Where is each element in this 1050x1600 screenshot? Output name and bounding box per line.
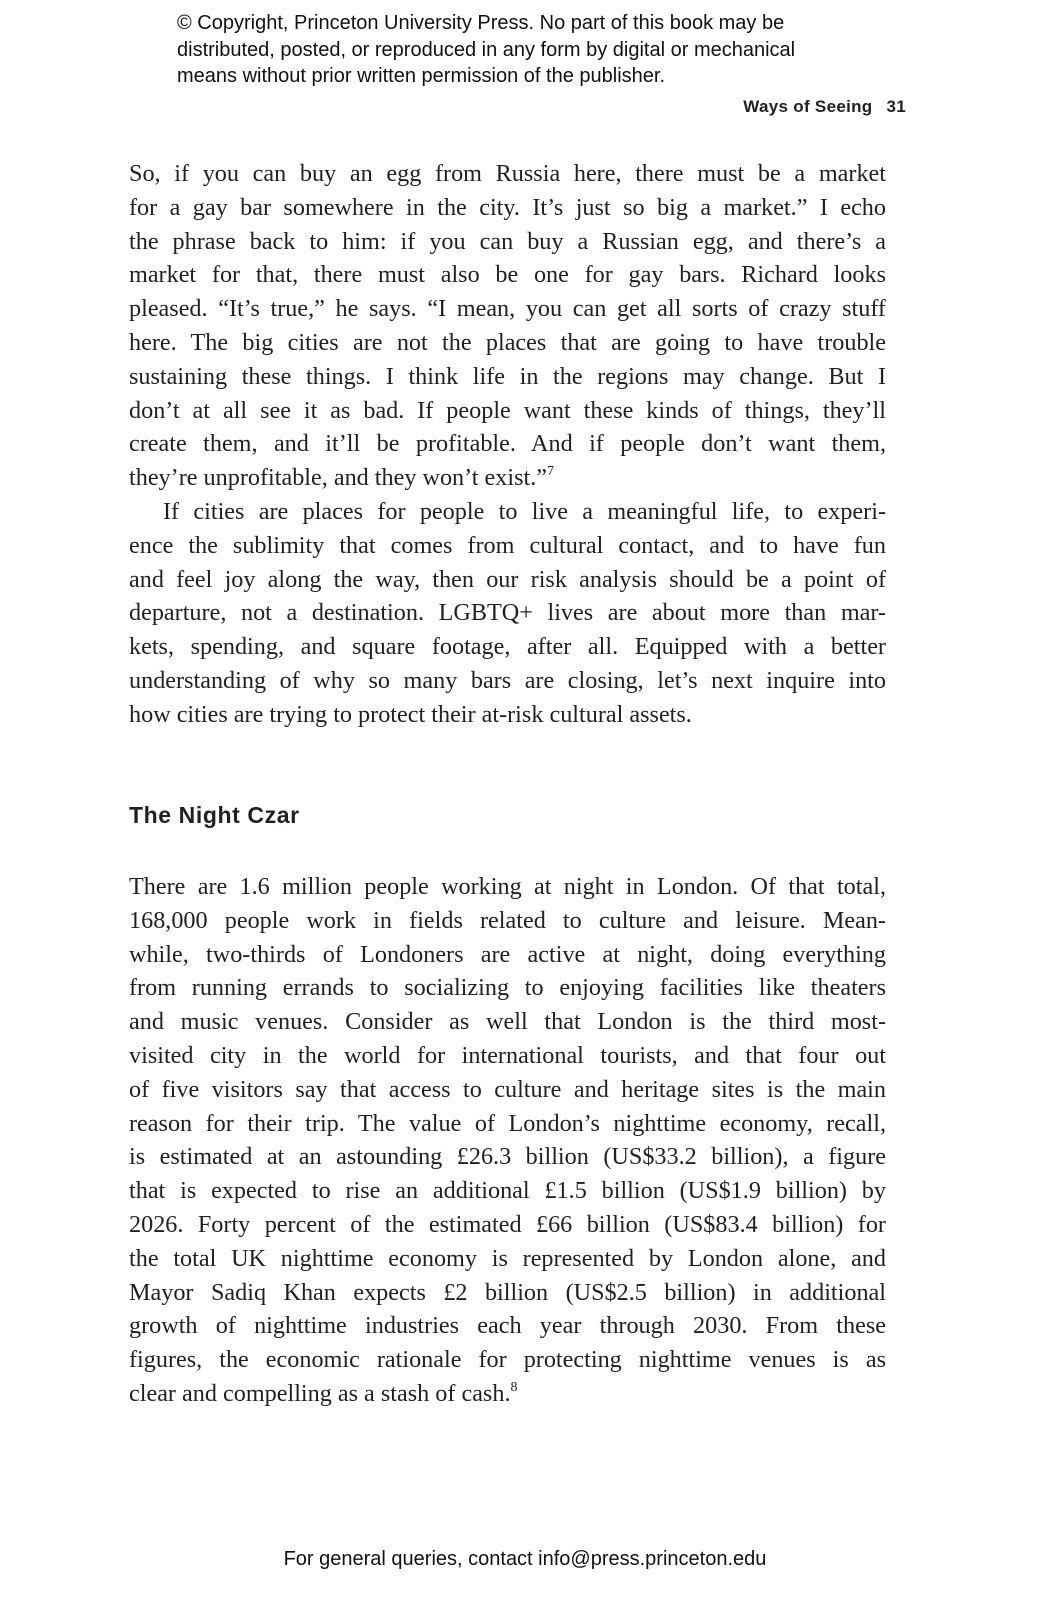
text-line: 2026. Forty percent of the estimated £66 billion (US$83.4 billion) for <box>129 1210 886 1238</box>
text-line: create them, and it’ll be profitable. And if people don’t want them, <box>129 430 886 458</box>
text-line: that is expected to rise an additional £1.5 billion (US$1.9 billion) by <box>129 1177 886 1205</box>
text-line: kets, spending, and square footage, after all. Equipped with a better <box>129 633 886 661</box>
text-line: and music venues. Consider as well that London is the third most- <box>129 1008 886 1036</box>
footnote-ref[interactable]: 7 <box>547 464 555 480</box>
text-line: while, two-thirds of Londoners are active at night, doing everything <box>129 940 886 968</box>
text-line: If cities are places for people to live a meaningful life, to experi- <box>163 497 886 525</box>
copyright-line: distributed, posted, or reproduced in any form by digital or mechanical <box>177 38 796 61</box>
text-line: clear and compelling as a stash of cash. <box>129 1379 511 1407</box>
section-heading: The Night Czar <box>129 802 300 828</box>
text-line: market for that, there must also be one for gay bars. Richard looks <box>129 261 886 289</box>
text-line: is estimated at an astounding £26.3 billion (US$33.2 billion), a figure <box>129 1143 886 1171</box>
text-line: So, if you can buy an egg from Russia here, there must be a market <box>129 160 886 187</box>
running-title: Ways of Seeing <box>743 97 873 116</box>
text-line: 168,000 people work in fields related to culture and leisure. Mean- <box>129 906 886 934</box>
paragraph-continuation <box>129 157 886 732</box>
text-line: the total UK nighttime economy is represented by London alone, and <box>129 1244 886 1272</box>
text-line: ence the sublimity that comes from cultural contact, and to have fun <box>129 531 886 559</box>
text-line: There are 1.6 million people working at night in London. Of that total, <box>129 873 886 900</box>
text-line: from running errands to socializing to enjoying facilities like theaters <box>129 974 886 1002</box>
text-line: reason for their trip. The value of London’s nighttime economy, recall, <box>129 1109 886 1137</box>
footer-contact: For general queries, contact info@press.princeton.edu <box>283 1548 767 1570</box>
text-line: sustaining these things. I think life in the regions may change. But I <box>129 362 886 390</box>
text-line: for a gay bar somewhere in the city. It’s just so big a market.” I echo <box>129 193 886 221</box>
text-line: understanding of why so many bars are closing, let’s next inquire into <box>129 666 886 694</box>
text-line: departure, not a destination. LGBTQ+ lives are about more than mar- <box>129 599 886 627</box>
footnote-ref[interactable]: 8 <box>510 1379 518 1395</box>
text-line-with-footnote <box>129 1377 886 1411</box>
text-line: visited city in the world for international tourists, and that four out <box>129 1041 886 1069</box>
text-line: of five visitors say that access to culture and heritage sites is the main <box>129 1075 886 1103</box>
copyright-line: © Copyright, Princeton University Press. No part of this book may be <box>177 12 785 34</box>
text-line: they’re unprofitable, and they won’t exist.” <box>129 464 548 492</box>
section-paragraph <box>129 870 886 1411</box>
text-line: the phrase back to him: if you can buy a Russian egg, and there’s a <box>129 227 886 255</box>
text-line: here. The big cities are not the places that are going to have trouble <box>129 328 886 356</box>
copyright-notice <box>177 10 897 90</box>
text-line: don’t at all see it as bad. If people want these kinds of things, they’ll <box>129 396 886 424</box>
text-line: growth of nighttime industries each year through 2030. From these <box>129 1312 886 1340</box>
running-head <box>743 97 906 117</box>
page-number: 31 <box>886 97 906 116</box>
text-line: and feel joy along the way, then our risk analysis should be a point of <box>129 565 886 593</box>
text-line: Mayor Sadiq Khan expects £2 billion (US$2.5 billion) in additional <box>129 1278 886 1306</box>
text-line-with-footnote <box>129 461 886 495</box>
text-line: pleased. “It’s true,” he says. “I mean, you can get all sorts of crazy stuff <box>129 295 886 323</box>
text-line: figures, the economic rationale for protecting nighttime venues is as <box>129 1346 886 1374</box>
text-line: how cities are trying to protect their at-risk cultural assets. <box>129 700 692 728</box>
copyright-line: means without prior written permission of the publisher. <box>177 65 666 87</box>
